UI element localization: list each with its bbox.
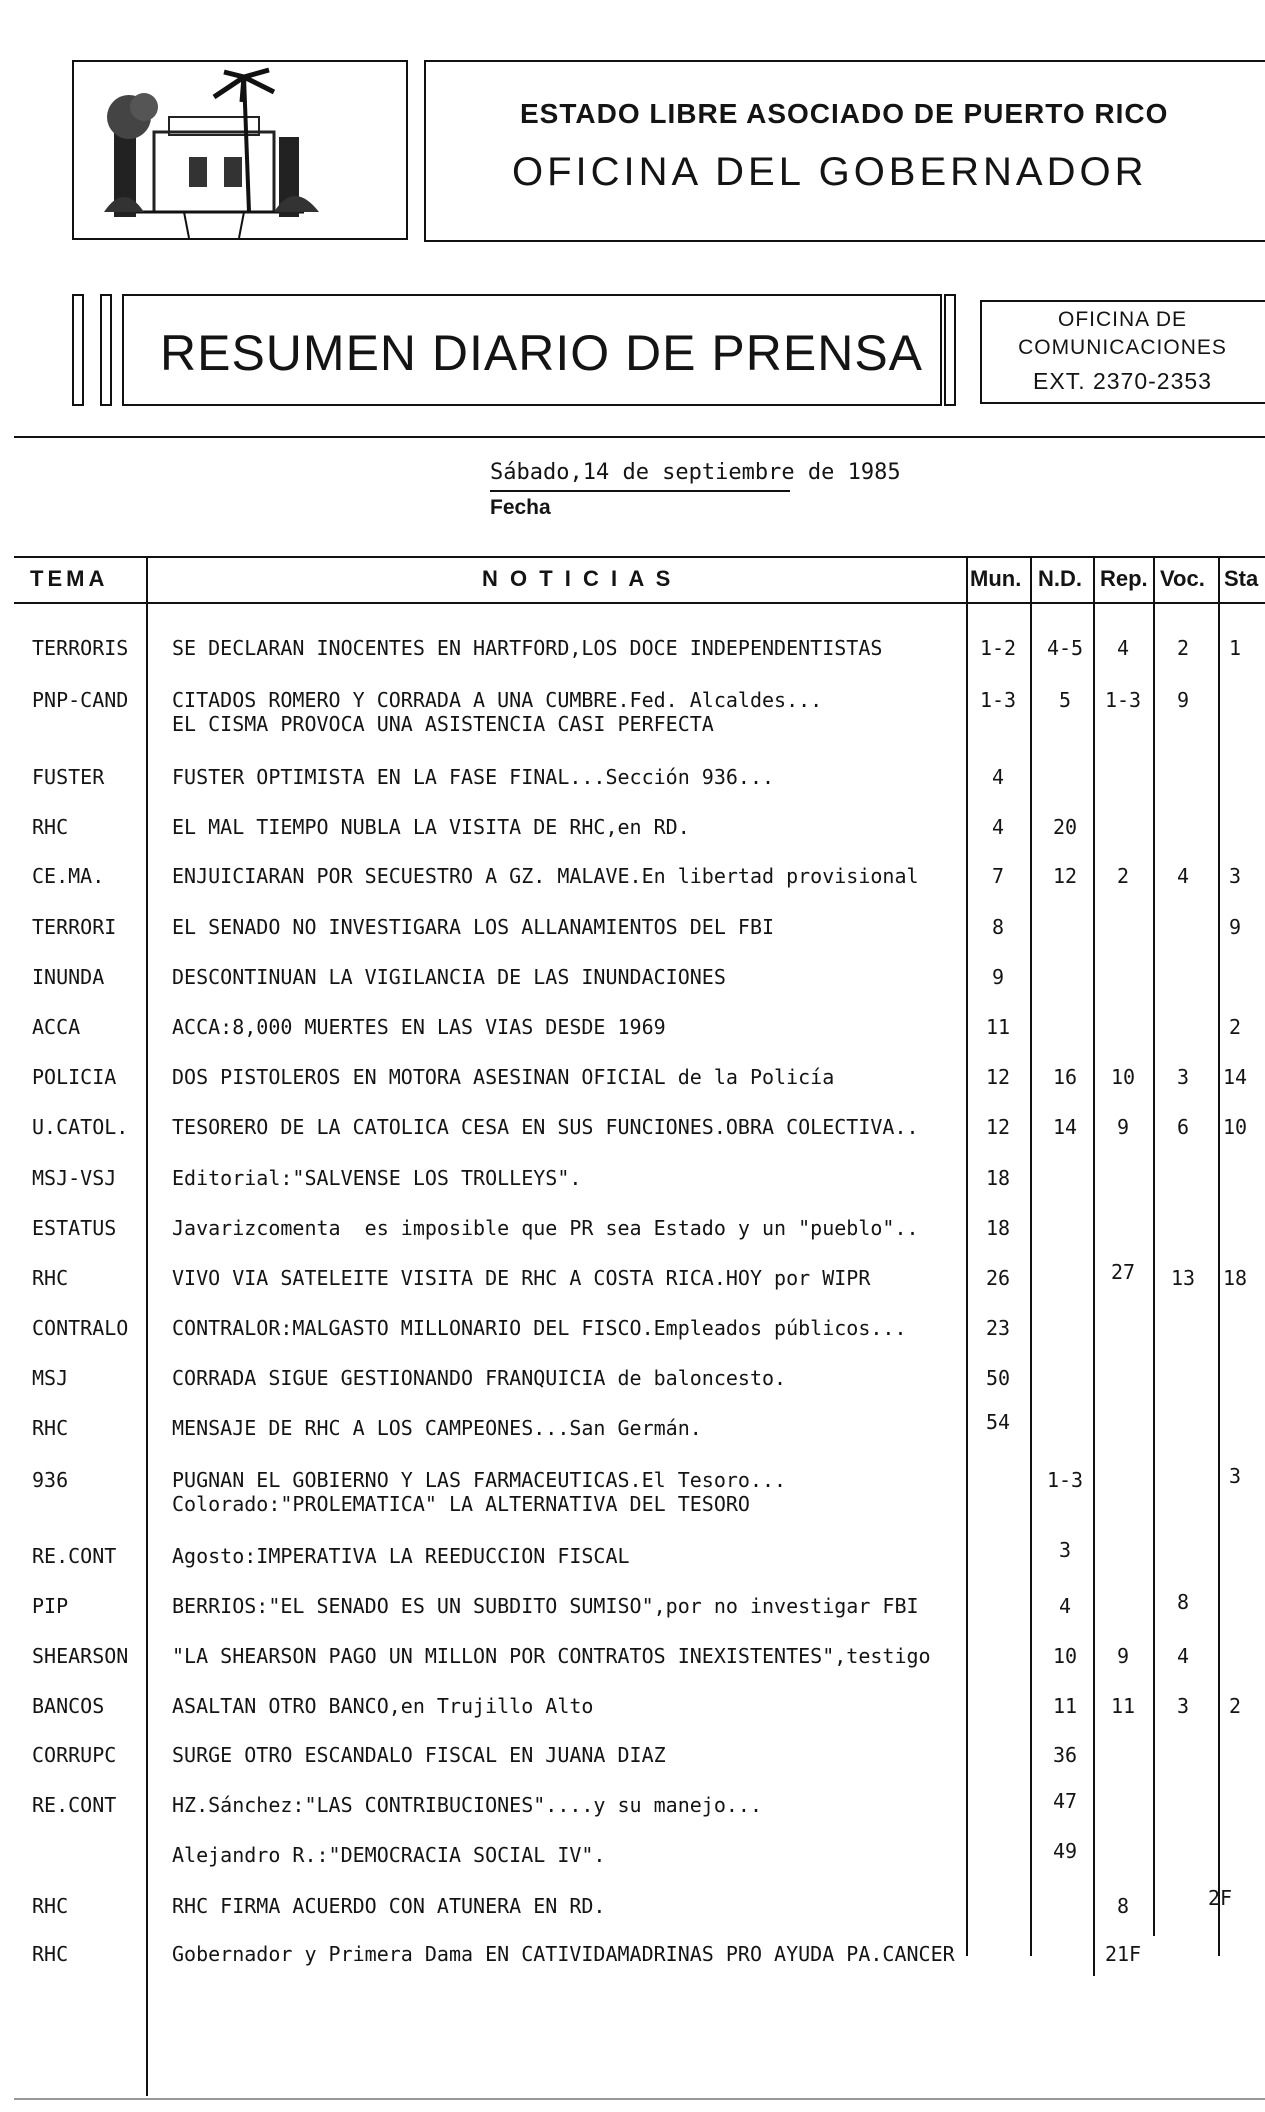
- table-row: [0, 1743, 1265, 1793]
- row-headline: DOS PISTOLEROS EN MOTORA ASESINAN OFICIAL de la Policía: [172, 1065, 835, 1089]
- row-nd: 49: [1052, 1839, 1078, 1863]
- row-topic: RHC: [32, 1894, 69, 1918]
- row-topic: RHC: [32, 1416, 69, 1440]
- row-nd: 10: [1052, 1644, 1078, 1668]
- table-row: [0, 1316, 1265, 1366]
- table-row: [0, 1839, 1265, 1893]
- row-sta: 1: [1228, 636, 1242, 660]
- row-sta: 9: [1228, 915, 1242, 939]
- row-mun: 11: [985, 1015, 1011, 1039]
- table-row: [0, 815, 1265, 865]
- row-headline: Javarizcomenta es imposible que PR sea Estado y un "pueblo"..: [172, 1216, 919, 1240]
- table-row: [0, 1942, 1265, 1992]
- governor-mansion-logo: [72, 60, 408, 240]
- government-name: ESTADO LIBRE ASOCIADO DE PUERTO RICO: [520, 98, 1169, 129]
- header-sta: Sta: [1224, 566, 1259, 591]
- row-topic: SHEARSON: [32, 1644, 129, 1668]
- row-headline: RHC FIRMA ACUERDO CON ATUNERA EN RD.: [172, 1894, 606, 1918]
- table-row: [0, 864, 1265, 914]
- row-headline: HZ.Sánchez:"LAS CONTRIBUCIONES"....y su manejo...: [172, 1793, 763, 1817]
- row-topic: 936: [32, 1468, 69, 1492]
- row-sta: 3: [1228, 864, 1242, 888]
- date-underline: [490, 490, 790, 492]
- row-voc: 13: [1170, 1266, 1196, 1290]
- header-rule: [14, 436, 1265, 438]
- row-headline: SURGE OTRO ESCANDALO FISCAL EN JUANA DIAZ: [172, 1743, 666, 1767]
- row-topic: ESTATUS: [32, 1216, 117, 1240]
- table-row: [0, 915, 1265, 965]
- row-mun: 12: [985, 1065, 1011, 1089]
- banner-bar-left-1: [72, 294, 84, 406]
- table-row: [0, 1590, 1265, 1644]
- row-headline: Alejandro R.:"DEMOCRACIA SOCIAL IV".: [172, 1843, 606, 1867]
- row-sta: 2: [1228, 1694, 1242, 1718]
- date-value: Sábado,14 de septiembre de 1985: [490, 460, 901, 485]
- row-headline: ASALTAN OTRO BANCO,en Trujillo Alto: [172, 1694, 594, 1718]
- office-line-1: OFICINA DE: [1057, 308, 1188, 331]
- table-row: [0, 1166, 1265, 1216]
- row-nd: 1-3: [1046, 1468, 1084, 1492]
- row-sta: 3: [1228, 1464, 1242, 1488]
- row-headline: Agosto:IMPERATIVA LA REEDUCCION FISCAL: [172, 1544, 630, 1568]
- row-rep: 4: [1116, 636, 1130, 660]
- row-voc: 8: [1176, 1590, 1190, 1614]
- row-headline: BERRIOS:"EL SENADO ES UN SUBDITO SUMISO",por no investigar FBI: [172, 1594, 919, 1618]
- row-headline: TESORERO DE LA CATOLICA CESA EN SUS FUNCIONES.OBRA COLECTIVA..: [172, 1115, 919, 1139]
- office-extension: EXT. 2370-2353: [1033, 368, 1212, 394]
- row-topic: MSJ: [32, 1366, 69, 1390]
- row-topic: MSJ-VSJ: [32, 1166, 117, 1190]
- row-rep: 9: [1116, 1115, 1130, 1139]
- row-mun: 1-3: [979, 688, 1017, 712]
- row-headline: Gobernador y Primera Dama EN CATIVIDAMADRINAS PRO AYUDA PA.CANCER: [172, 1942, 955, 1966]
- row-topic: FUSTER: [32, 765, 105, 789]
- row-sta: 2: [1228, 1015, 1242, 1039]
- table-row: [0, 1464, 1265, 1518]
- row-topic: INUNDA: [32, 965, 105, 989]
- row-voc: 4: [1176, 1644, 1190, 1668]
- row-rep: 10: [1110, 1065, 1136, 1089]
- table-row: [0, 636, 1265, 686]
- row-headline: MENSAJE DE RHC A LOS CAMPEONES...San Germán.: [172, 1416, 702, 1440]
- banner-bar-right: [944, 294, 956, 406]
- table-row: [0, 1644, 1265, 1694]
- header-rep: Rep.: [1100, 566, 1148, 591]
- row-voc: 3: [1176, 1065, 1190, 1089]
- row-mun: 18: [985, 1216, 1011, 1240]
- header-noticias: N O T I C I A S: [482, 566, 674, 591]
- row-nd: 16: [1052, 1065, 1078, 1089]
- header-tema: TEMA: [30, 566, 109, 591]
- row-mun: 12: [985, 1115, 1011, 1139]
- table-top-rule: [14, 556, 1265, 558]
- row-topic: U.CATOL.: [32, 1115, 129, 1139]
- row-headline: CITADOS ROMERO Y CORRADA A UNA CUMBRE.Fed. Alcaldes...: [172, 688, 823, 712]
- row-headline: FUSTER OPTIMISTA EN LA FASE FINAL...Sección 936...: [172, 765, 775, 789]
- table-row: [0, 1789, 1265, 1843]
- row-nd: 4-5: [1046, 636, 1084, 660]
- row-headline: DESCONTINUAN LA VIGILANCIA DE LAS INUNDACIONES: [172, 965, 726, 989]
- row-topic: RE.CONT: [32, 1544, 117, 1568]
- table-row: [0, 1886, 1265, 1944]
- row-topic: PIP: [32, 1594, 69, 1618]
- table-row: [0, 965, 1265, 1015]
- row-headline: ACCA:8,000 MUERTES EN LAS VIAS DESDE 1969: [172, 1015, 666, 1039]
- row-nd: 47: [1052, 1789, 1078, 1813]
- row-topic: ACCA: [32, 1015, 81, 1039]
- row-headline-2: Colorado:"PROLEMATICA" LA ALTERNATIVA DEL TESORO: [172, 1492, 750, 1516]
- row-sta: 18: [1222, 1266, 1248, 1290]
- row-topic: POLICIA: [32, 1065, 117, 1089]
- fortaleza-illustration-icon: [74, 62, 406, 238]
- banner-bar-left-2: [100, 294, 112, 406]
- row-sta: 2F: [1207, 1886, 1233, 1910]
- table-row: [0, 1538, 1265, 1594]
- row-nd: 36: [1052, 1743, 1078, 1767]
- row-mun: 26: [985, 1266, 1011, 1290]
- row-headline: CONTRALOR:MALGASTO MILLONARIO DEL FISCO.Empleados públicos...: [172, 1316, 907, 1340]
- row-nd: 12: [1052, 864, 1078, 888]
- row-rep: 11: [1110, 1694, 1136, 1718]
- row-headline: EL MAL TIEMPO NUBLA LA VISITA DE RHC,en RD.: [172, 815, 690, 839]
- header-nd: N.D.: [1038, 566, 1082, 591]
- row-headline: PUGNAN EL GOBIERNO Y LAS FARMACEUTICAS.El Tesoro...: [172, 1468, 787, 1492]
- row-topic: RHC: [32, 815, 69, 839]
- row-rep: 9: [1116, 1644, 1130, 1668]
- row-voc: 4: [1176, 864, 1190, 888]
- row-headline: SE DECLARAN INOCENTES EN HARTFORD,LOS DOCE INDEPENDENTISTAS: [172, 636, 883, 660]
- date-label: Fecha: [490, 496, 551, 519]
- header-mun: Mun.: [970, 566, 1022, 591]
- row-topic: RE.CONT: [32, 1793, 117, 1817]
- row-mun: 7: [991, 864, 1005, 888]
- office-line-2: COMUNICACIONES: [1018, 336, 1227, 359]
- office-name: OFICINA DEL GOBERNADOR: [512, 150, 1148, 194]
- banner-title: RESUMEN DIARIO DE PRENSA: [160, 325, 924, 381]
- row-topic: TERRORI: [32, 915, 117, 939]
- row-topic: CE.MA.: [32, 864, 105, 888]
- row-mun: 18: [985, 1166, 1011, 1190]
- row-nd: 20: [1052, 815, 1078, 839]
- row-topic: BANCOS: [32, 1694, 105, 1718]
- row-mun: 4: [991, 815, 1005, 839]
- page-bottom-rule: [14, 2098, 1265, 2100]
- table-row: [0, 1065, 1265, 1115]
- row-voc: 6: [1176, 1115, 1190, 1139]
- table-row: [0, 1410, 1265, 1466]
- row-headline: ENJUICIARAN POR SECUESTRO A GZ. MALAVE.En libertad provisional: [172, 864, 919, 888]
- row-voc: 3: [1176, 1694, 1190, 1718]
- row-mun: 23: [985, 1316, 1011, 1340]
- row-nd: 14: [1052, 1115, 1078, 1139]
- table-row: [0, 1260, 1265, 1316]
- row-sta: 10: [1222, 1115, 1248, 1139]
- row-mun: 9: [991, 965, 1005, 989]
- row-topic: RHC: [32, 1266, 69, 1290]
- row-nd: 3: [1058, 1538, 1072, 1562]
- row-topic: PNP-CAND: [32, 688, 129, 712]
- row-rep: 1-3: [1104, 688, 1142, 712]
- row-mun: 4: [991, 765, 1005, 789]
- header-voc: Voc.: [1160, 566, 1205, 591]
- row-nd: 11: [1052, 1694, 1078, 1718]
- table-row: [0, 688, 1265, 738]
- row-headline-2: EL CISMA PROVOCA UNA ASISTENCIA CASI PERFECTA: [172, 712, 714, 736]
- row-headline: EL SENADO NO INVESTIGARA LOS ALLANAMIENTOS DEL FBI: [172, 915, 775, 939]
- table-row: [0, 1694, 1265, 1744]
- table-row: [0, 1115, 1265, 1165]
- table-header-rule: [14, 602, 1265, 604]
- row-mun: 1-2: [979, 636, 1017, 660]
- row-rep: 21F: [1104, 1942, 1142, 1966]
- row-nd: 5: [1058, 688, 1072, 712]
- row-mun: 50: [985, 1366, 1011, 1390]
- row-rep: 27: [1110, 1260, 1136, 1284]
- row-headline: "LA SHEARSON PAGO UN MILLON POR CONTRATOS INEXISTENTES",testigo: [172, 1644, 931, 1668]
- row-sta: 14: [1222, 1065, 1248, 1089]
- row-topic: CONTRALO: [32, 1316, 129, 1340]
- table-row: [0, 765, 1265, 815]
- row-topic: RHC: [32, 1942, 69, 1966]
- row-rep: 8: [1116, 1894, 1130, 1918]
- row-voc: 9: [1176, 688, 1190, 712]
- table-row: [0, 1216, 1265, 1266]
- row-mun: 54: [985, 1410, 1011, 1434]
- row-voc: 2: [1176, 636, 1190, 660]
- row-mun: 8: [991, 915, 1005, 939]
- row-rep: 2: [1116, 864, 1130, 888]
- table-row: [0, 1015, 1265, 1065]
- table-row: [0, 1366, 1265, 1416]
- row-nd: 4: [1058, 1594, 1072, 1618]
- row-topic: TERRORIS: [32, 636, 129, 660]
- row-headline: VIVO VIA SATELEITE VISITA DE RHC A COSTA RICA.HOY por WIPR: [172, 1266, 871, 1290]
- row-topic: CORRUPC: [32, 1743, 117, 1767]
- row-headline: CORRADA SIGUE GESTIONANDO FRANQUICIA de baloncesto.: [172, 1366, 787, 1390]
- row-headline: Editorial:"SALVENSE LOS TROLLEYS".: [172, 1166, 582, 1190]
